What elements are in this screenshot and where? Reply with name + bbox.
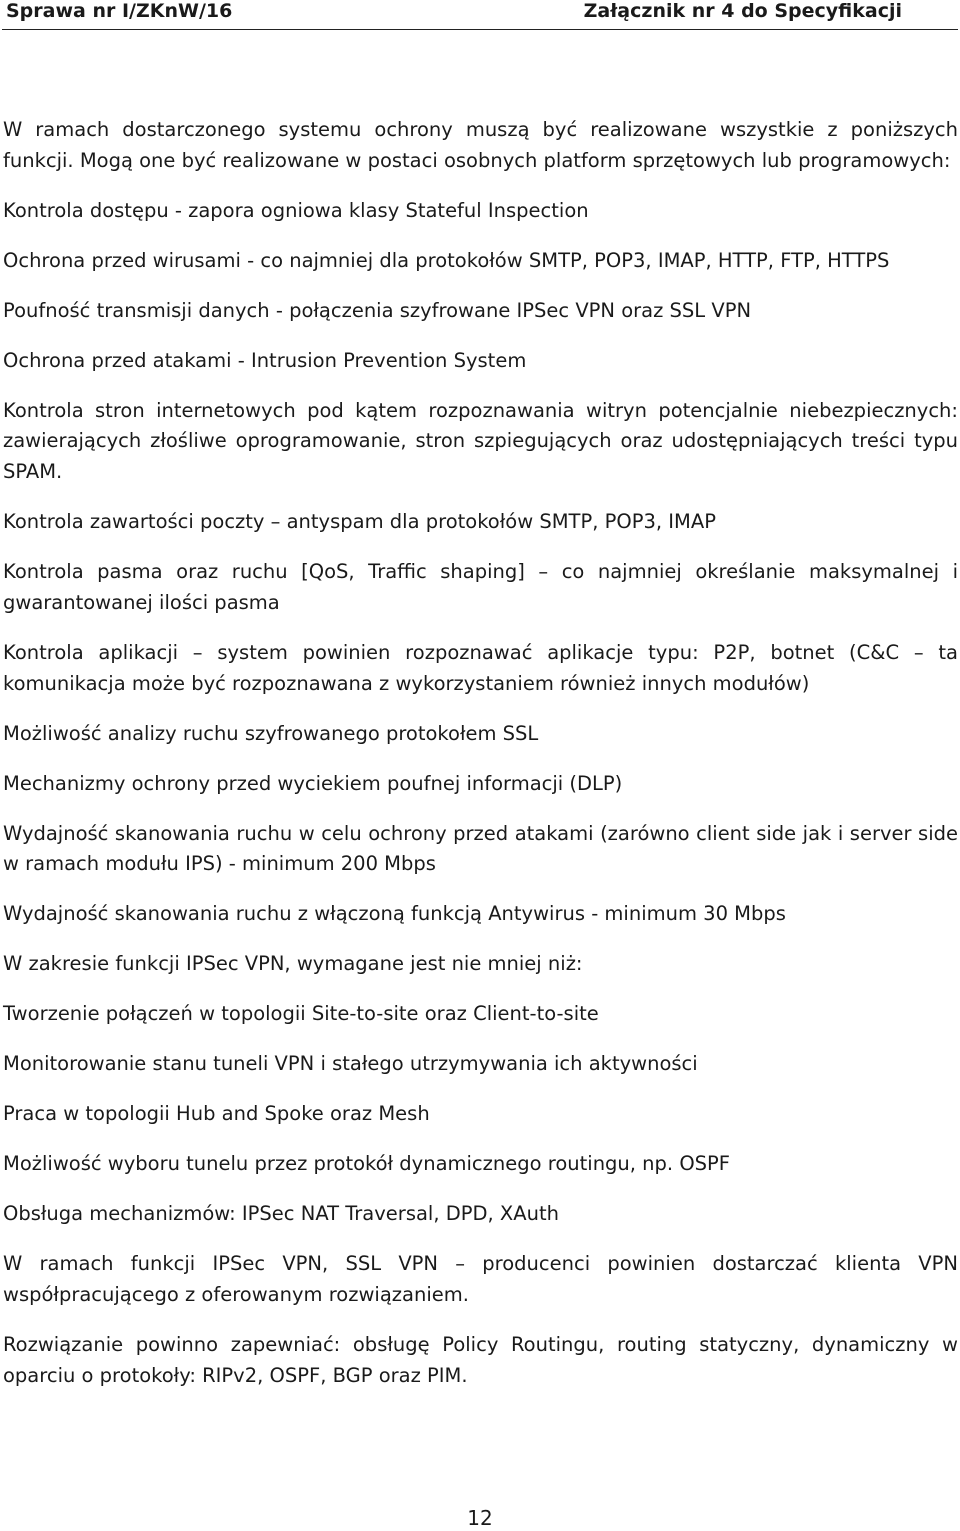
requirement-item: Możliwość analizy ruchu szyfrowanego protokołem SSL (3, 721, 539, 745)
page-number: 12 (467, 1506, 493, 1530)
requirement-item: Rozwiązanie powinno zapewniać: obsługę Policy Routingu, routing statyczny, dynamiczny w oparciu o protokoły: RIPv2, OSPF, BGP oraz PIM. (3, 1332, 958, 1387)
requirement-item: Kontrola pasma oraz ruchu [QoS, Traffic shaping] – co najmniej określanie maksymalnej i gwarantowanej ilości pasma (3, 560, 958, 614)
attachment-label: Załącznik nr 4 do Specyfikacji (583, 0, 902, 22)
page-header (0, 0, 960, 30)
requirement-item: Tworzenie połączeń w topologii Site-to-site oraz Client-to-site (3, 1002, 599, 1026)
requirement-item: Możliwość wyboru tunelu przez protokół dynamicznego routingu, np. OSPF (3, 1152, 731, 1176)
requirement-item: W ramach funkcji IPSec VPN, SSL VPN – producenci powinien dostarczać klienta VPN współpracującego z oferowanym rozwiązaniem. (3, 1252, 958, 1306)
requirement-item: Kontrola zawartości poczty – antyspam dla protokołów SMTP, POP3, IMAP (3, 510, 716, 534)
requirement-item: Obsługa mechanizmów: IPSec NAT Traversal, DPD, XAuth (3, 1202, 559, 1226)
requirement-item: Kontrola dostępu - zapora ogniowa klasy Stateful Inspection (3, 198, 589, 222)
requirement-item: Kontrola aplikacji – system powinien rozpoznawać aplikacje typu: P2P, botnet (C&C – ta komunikacja może być rozpoznawana z wykorzystaniem również innych modułów) (3, 640, 958, 695)
document-body (3, 115, 958, 1411)
intro-paragraph: W ramach dostarczonego systemu ochrony muszą być realizowane wszystkie z poniższych funkcji. Mogą one być realizowane w postaci osobnych platform sprzętowych lub programowych: (3, 118, 958, 172)
requirement-item: Mechanizmy ochrony przed wyciekiem poufnej informacji (DLP) (3, 771, 623, 795)
case-number: Sprawa nr I/ZKnW/16 (6, 0, 233, 22)
requirement-item: Praca w topologii Hub and Spoke oraz Mesh (3, 1102, 430, 1126)
requirement-item: Wydajność skanowania ruchu w celu ochrony przed atakami (zarówno client side jak i server side w ramach modułu IPS) - minimum 200 Mbps (3, 821, 958, 876)
requirement-item: Ochrona przed atakami - Intrusion Prevention System (3, 348, 527, 372)
requirement-item: Monitorowanie stanu tuneli VPN i stałego utrzymywania ich aktywności (3, 1052, 698, 1076)
ipsec-section-intro: W zakresie funkcji IPSec VPN, wymagane jest nie mniej niż: (3, 952, 583, 976)
requirement-item: Ochrona przed wirusami - co najmniej dla protokołów SMTP, POP3, IMAP, HTTP, FTP, HTTPS (3, 248, 890, 272)
requirement-item: Poufność transmisji danych - połączenia szyfrowane IPSec VPN oraz SSL VPN (3, 298, 752, 322)
requirement-item: Wydajność skanowania ruchu z włączoną funkcją Antywirus - minimum 30 Mbps (3, 902, 786, 926)
requirement-item: Kontrola stron internetowych pod kątem rozpoznawania witryn potencjalnie niebezpiecznych: zawierających złośliwe oprogramowanie, stron szpiegujących oraz udostępniających treści typu SPAM. (3, 398, 958, 484)
header-divider (2, 29, 958, 30)
